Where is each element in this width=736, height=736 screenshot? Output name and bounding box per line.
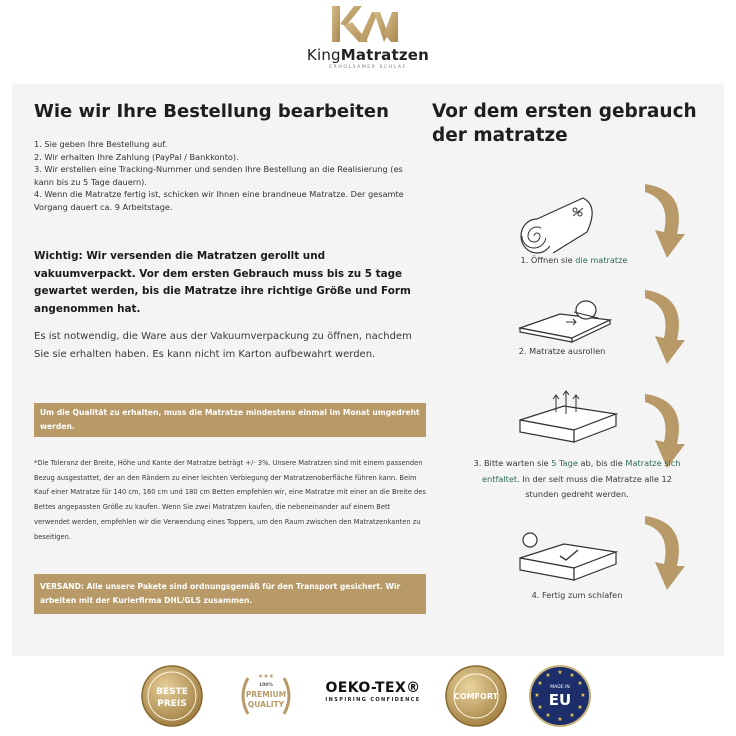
- order-processing-title: Wie wir Ihre Bestellung bearbeiten: [34, 101, 389, 122]
- info-panel: [12, 84, 724, 656]
- oeko-tex-logo: [318, 680, 428, 703]
- svg-text:COMFORT: COMFORT: [453, 692, 499, 701]
- step-3-caption: 3. Bitte warten sie 5 Tage ab, bis die Matratze sich entfaltet. In der seit muss die Matratze alle 12 stunden gedreht werden.: [473, 458, 681, 499]
- step-4-caption: 4. Fertig zum schlafen: [531, 590, 623, 600]
- svg-text:PREIS: PREIS: [157, 699, 187, 709]
- svg-text:★: ★: [534, 692, 540, 699]
- first-use-title: Vor dem ersten gebrauch der matratze: [432, 101, 697, 146]
- svg-text:★: ★: [545, 672, 551, 679]
- svg-text:★: ★: [580, 692, 586, 699]
- svg-text:★: ★: [569, 672, 575, 679]
- svg-text:MADE IN: MADE IN: [550, 685, 570, 690]
- svg-text:★: ★: [537, 680, 543, 687]
- svg-text:EU: EU: [548, 691, 572, 709]
- quality-banner: Um die Qualität zu erhalten, muss die Matratze mindestens einmal im Monat umgedreht werden.: [34, 403, 426, 437]
- tolerance-text: *Die Toleranz der Breite, Höhe und Kante der Matratze beträgt +/- 3%. Unsere Matratzen sind mit einem passenden Bezug ausgestattet, der an den Rändern zu einer leichten Verbiegung der Matratzenoberfläche führen kann. Beim Kauf einer Matratze für 140 cm, 160 cm und 180 cm Betten empfehlen wir, eine Matratze mit einer an die Breite des Bettes angepassten Größe zu kaufen. Wenn Sie zwei Matratzen kaufen, die nebeneinander auf einem Bett verwendet werden, empfehlen wir die Verwendung eines Toppers, um den Raum zwischen den Matratzenkanten zu beseitigen.: [34, 459, 426, 541]
- expanding-mattress-icon: [516, 390, 622, 446]
- brand-name: KingMatratzen: [306, 46, 430, 64]
- step-2-caption: 2. Matratze ausrollen: [518, 346, 606, 356]
- order-step: 3. Wir erstellen eine Tracking-Nummer und senden Ihre Bestellung an die Realisierung (es kann bis zu 5 Tage dauern).: [34, 164, 403, 187]
- svg-text:★: ★: [577, 704, 583, 711]
- svg-text:★: ★: [569, 712, 575, 719]
- svg-text:★: ★: [557, 669, 563, 676]
- step-1-caption: 1. Öffnen sie die matratze: [520, 255, 628, 265]
- unrolled-mattress-icon: [516, 298, 616, 344]
- svg-text:100%: 100%: [259, 683, 273, 688]
- curved-arrow-icon: [637, 510, 697, 592]
- order-step: 2. Wir erhalten Ihre Zahlung (PayPal / Bankkonto).: [34, 151, 239, 162]
- brand-tagline: ERHOLSAMER SCHLAF: [329, 65, 407, 70]
- svg-text:★: ★: [557, 716, 563, 723]
- premium-quality-badge-icon: [234, 664, 298, 728]
- svg-text:QUALITY: QUALITY: [247, 700, 285, 709]
- order-step: 1. Sie geben Ihre Bestellung auf.: [34, 139, 168, 149]
- header: [0, 0, 736, 84]
- oeko-tex-subtitle: INSPIRING CONFIDENCE: [325, 697, 421, 703]
- svg-text:★: ★: [577, 680, 583, 687]
- made-in-eu-badge-icon: [528, 664, 592, 728]
- order-step: 4. Wenn die Matratze fertig ist, schicken wir Ihnen eine brandneue Matratze. Der gesamte Vorgang dauert ca. 9 Arbeitstage.: [34, 189, 404, 212]
- ready-mattress-icon: [516, 530, 622, 586]
- brand-logo-icon: [328, 4, 400, 44]
- oeko-tex-title: OEKO-TEX®: [325, 680, 421, 696]
- svg-text:PREMIUM: PREMIUM: [245, 690, 287, 699]
- svg-text:★: ★: [545, 712, 551, 719]
- svg-text:★: ★: [537, 704, 543, 711]
- curved-arrow-icon: [637, 178, 697, 260]
- unpack-note: Es ist notwendig, die Ware aus der Vakuumverpackung zu öffnen, nachdem Sie sie erhalten haben. Es kann nicht im Karton aufbewahrt werden.: [34, 331, 412, 360]
- important-notice: Wichtig: Wir versenden die Matratzen gerollt und vakuumverpackt. Vor dem ersten Gebrauch muss bis zu 5 tage gewartet werden, bis die Matratze ihre richtige Größe und Form angenommen hat.: [34, 250, 411, 315]
- order-steps-list: [34, 138, 422, 214]
- best-price-badge-icon: [140, 664, 204, 728]
- shipping-banner: VERSAND: Alle unsere Pakete sind ordnungsgemäß für den Transport gesichert. Wir arbeiten mit der Kurierfirma DHL/GLS zusammen.: [34, 574, 426, 614]
- curved-arrow-icon: [637, 284, 697, 366]
- comfort-badge-icon: [444, 664, 508, 728]
- badges-row: [0, 656, 736, 736]
- svg-text:BESTE: BESTE: [156, 687, 188, 697]
- svg-text:★★★: ★★★: [257, 673, 275, 680]
- rolled-mattress-icon: [517, 192, 607, 258]
